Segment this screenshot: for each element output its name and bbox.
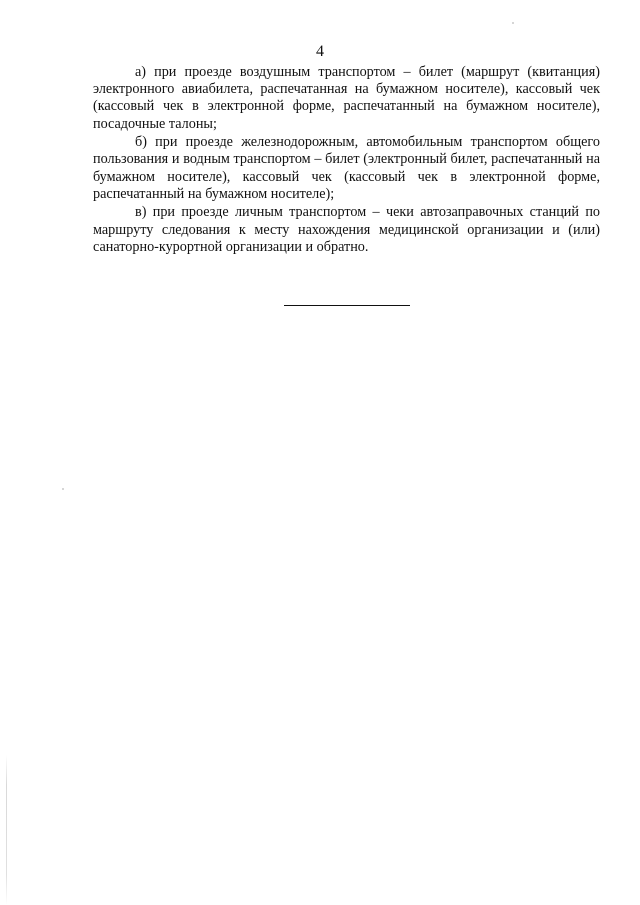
page-number: 4 [316,43,324,60]
scan-speck [512,22,514,24]
end-separator-line [284,305,410,306]
paragraph-personal-transport: в) при проезде личным транспортом – чеки автозаправочных станций по маршруту следования к месту нахождения медицинской организации и (или) санаторно-курортной организации и обратно. [93,204,600,255]
scan-speck [62,488,64,490]
paragraph-air-transport: а) при проезде воздушным транспортом – билет (маршрут (квитанция) электронного авиабилета, распечатанная на бумажном носителе), кассовый чек (кассовый чек в электронной форме, распечатанный на бумажном носителе), посадочные талоны; [93,64,600,132]
paragraph-rail-road-water-transport: б) при проезде железнодорожным, автомобильным транспортом общего пользования и водным транспортом – билет (электронный билет, распечатанный на бумажном носителе), кассовый чек (кассовый чек в электронной форме, распечатанный на бумажном носителе); [93,134,600,202]
document-body [93,64,600,257]
scan-edge-shadow [6,755,7,905]
